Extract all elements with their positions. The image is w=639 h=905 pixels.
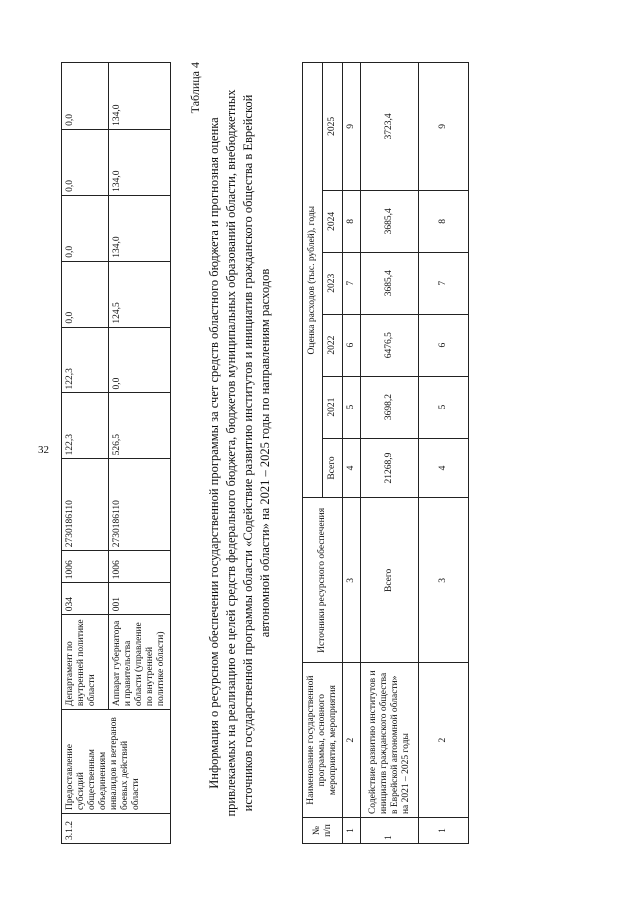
index-cell: 3: [343, 498, 361, 663]
index-cell: 6: [419, 314, 469, 376]
header-2025: 2025: [323, 63, 343, 191]
row-rz: 1006: [62, 551, 109, 583]
row-2024: 0,0: [62, 129, 109, 195]
row-2024: 3685,4: [361, 190, 419, 252]
index-cell: 8: [419, 190, 469, 252]
index-cell: 2: [419, 663, 469, 818]
row-2022: 0,0: [62, 261, 109, 327]
main-table: [302, 62, 469, 844]
row-2025: 134,0: [109, 63, 171, 130]
row-2023: 0,0: [62, 195, 109, 261]
header-2023: 2023: [323, 252, 343, 314]
index-cell: 2: [343, 663, 361, 818]
index-row: [419, 63, 469, 844]
table-row: [361, 63, 419, 844]
row-grbs: 034: [62, 583, 109, 615]
row-2025: 0,0: [62, 63, 109, 130]
page-number: 32: [38, 444, 49, 456]
row-source: Всего: [361, 498, 419, 663]
row-rz: 1006: [109, 551, 171, 583]
header-name: Наименование государственной программы, основного мероприятия, мероприятия: [303, 663, 343, 818]
rotated-sheet: [56, 62, 576, 844]
row-2021: 0,0: [109, 327, 171, 393]
header-source: Источники ресурсного обеспечения: [303, 498, 343, 663]
row-grbs: 001: [109, 583, 171, 615]
row-2024: 134,0: [109, 129, 171, 195]
index-cell: 4: [343, 438, 361, 498]
row-total: 21268,9: [361, 438, 419, 498]
row-2023: 134,0: [109, 195, 171, 261]
index-cell: 5: [419, 376, 469, 438]
table-row: [62, 63, 109, 844]
index-cell: 3: [419, 498, 469, 663]
index-cell: 6: [343, 314, 361, 376]
index-cell: 5: [343, 376, 361, 438]
table-title: Информация о ресурсном обеспечении государственной программы за счет средств областного бюджета и прогнозная оценка привлекаемых на реализацию ее целей средств федерального бюджета, бюджетов муниципальных образований области, внебюджетных источников государственной программы области «Содействие развитию институтов и инициатив гражданского общества в Еврейской автономной области» на 2021 – 2025 годы по направлениям расходов: [207, 89, 272, 817]
table-label: Таблица 4: [188, 62, 202, 114]
row-2025: 3723,4: [361, 63, 419, 191]
header-2022: 2022: [323, 314, 343, 376]
row-executor: Департамент по внутренней политике области: [62, 615, 109, 710]
row-total: 122,3: [62, 393, 109, 459]
header-2021: 2021: [323, 376, 343, 438]
index-cell: 1: [419, 818, 469, 844]
row-total: 526,5: [109, 393, 171, 459]
header-total: Всего: [323, 438, 343, 498]
header-2024: 2024: [323, 190, 343, 252]
row-executor: Аппарат губернатора и правительства области (управление по внутренней политике области): [109, 615, 171, 710]
index-cell: 9: [343, 63, 361, 191]
row-2022: 124,5: [109, 261, 171, 327]
row-name: Предоставление субсидий общественным объединениям инвалидов и ветеранов боевых действий области: [62, 710, 171, 814]
row-name: Содействие развитию институтов и инициатив гражданского общества в Еврейской автономной области» на 2021 – 2025 годы: [361, 663, 419, 818]
index-cell: 4: [419, 438, 469, 498]
index-row: [343, 63, 361, 844]
row-num: 1: [361, 818, 419, 844]
row-csr: 2730186110: [109, 459, 171, 551]
row-csr: 2730186110: [62, 459, 109, 551]
header-row: [303, 63, 323, 844]
row-num: 3.1.2: [62, 814, 171, 844]
index-cell: 8: [343, 190, 361, 252]
index-cell: 1: [343, 818, 361, 844]
index-cell: 7: [419, 252, 469, 314]
top-table: [61, 62, 171, 844]
index-cell: 7: [343, 252, 361, 314]
row-2021: 3698,2: [361, 376, 419, 438]
row-2023: 3685,4: [361, 252, 419, 314]
row-2021: 122,3: [62, 327, 109, 393]
row-2022: 6476,5: [361, 314, 419, 376]
index-cell: 9: [419, 63, 469, 191]
header-estimate: Оценка расходов (тыс. рублей), годы: [303, 63, 323, 498]
header-num: № п/п: [303, 818, 343, 844]
